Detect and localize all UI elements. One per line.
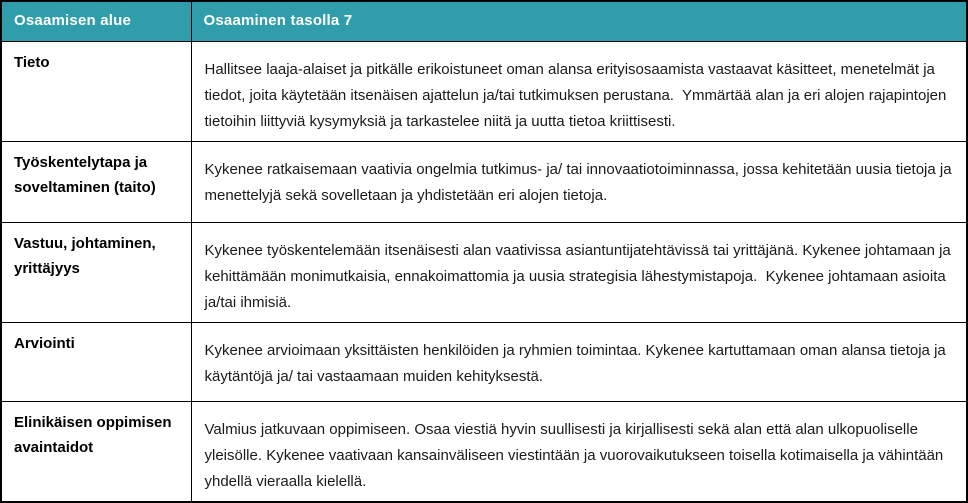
area-cell: Elinikäisen oppimisen avaintaidot (1, 401, 191, 502)
description-cell: Valmius jatkuvaan oppimiseen. Osaa viestiä hyvin suullisesti ja kirjallisesti sekä alan että alan ulkopuoliselle yleisölle. Kykenee vaativaan kansainväliseen viestintään ja vuorovaikutukseen toisella kotimaisella ja vähintään yhdellä vieraalla kielellä. (191, 401, 967, 502)
area-cell: Työskentelytapa ja soveltaminen (taito) (1, 141, 191, 222)
table-body (1, 41, 967, 502)
description-cell: Hallitsee laaja-alaiset ja pitkälle erikoistuneet oman alansa erityisosaamista vastaavat käsitteet, menetelmät ja tiedot, joita käytetään itsenäisen ajattelun ja/tai tutkimuksen perustana. Ymmärtää alan ja eri alojen rajapintojen tietoihin liittyviä kysymyksiä ja tarkastelee niitä ja uutta tietoa kriittisesti. (191, 41, 967, 141)
table-row-tieto (1, 41, 967, 141)
header-competence-area: Osaamisen alue (1, 1, 191, 41)
description-cell: Kykenee työskentelemään itsenäisesti alan vaativissa asiantuntijatehtävissä tai yrittäjänä. Kykenee johtamaan ja kehittämään monimutkaisia, ennakoimattomia ja uusia strategisia lähestymistapoja. Kykenee johtamaan asioita ja/tai ihmisiä. (191, 222, 967, 322)
header-row (1, 1, 967, 41)
description-cell: Kykenee ratkaisemaan vaativia ongelmia tutkimus- ja/ tai innovaatiotoiminnassa, jossa kehitetään uusia tietoja ja menettelyjä sekä sovelletaan ja yhdistetään eri alojen tietoja. (191, 141, 967, 222)
table-row-elinikainen-oppiminen (1, 401, 967, 502)
area-cell: Arviointi (1, 322, 191, 401)
area-cell: Vastuu, johtaminen, yrittäjyys (1, 222, 191, 322)
description-cell: Kykenee arvioimaan yksittäisten henkilöiden ja ryhmien toimintaa. Kykenee kartuttamaan oman alansa tietoja ja käytäntöjä ja/ tai vastaamaan muiden kehityksestä. (191, 322, 967, 401)
area-cell: Tieto (1, 41, 191, 141)
table-header (1, 1, 967, 41)
table-row-vastuu (1, 222, 967, 322)
table-row-tyoskentelytapa (1, 141, 967, 222)
header-competence-level-7: Osaaminen tasolla 7 (191, 1, 967, 41)
table-row-arviointi (1, 322, 967, 401)
